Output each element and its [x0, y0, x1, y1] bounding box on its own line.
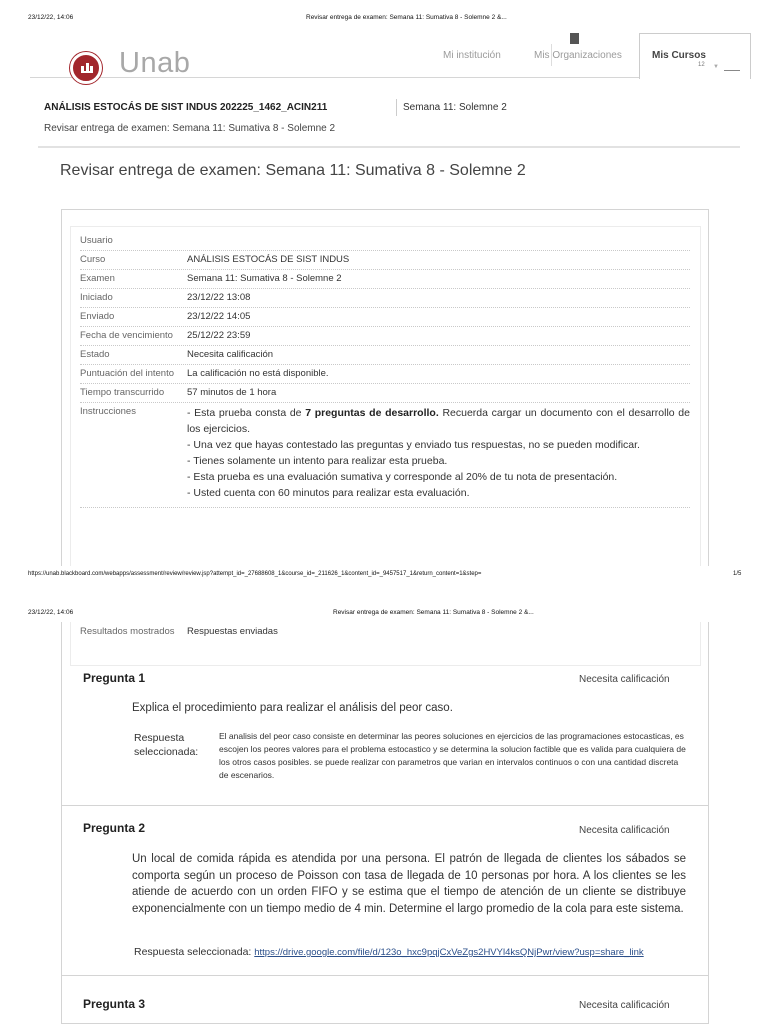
instruction-line: [187, 405, 690, 437]
answer-link[interactable]: https://drive.google.com/file/d/123o_hxc9pqjCxVeZgs2HVYl4ksQNjPwr/view?usp=share_link: [254, 947, 644, 958]
detail-row-examen: [80, 270, 690, 289]
unab-logo-icon[interactable]: [70, 52, 102, 84]
detail-row-curso: [80, 251, 690, 270]
detail-value: 23/12/22 13:08: [187, 292, 251, 303]
detail-value: La calificación no está disponible.: [187, 368, 329, 379]
detail-row-fecha-vencimiento: [80, 327, 690, 346]
print-datetime: 23/12/22, 14:06: [28, 14, 74, 21]
page-title: Revisar entrega de examen: Semana 11: Sumativa 8 - Solemne 2: [60, 162, 526, 179]
nav-mis-cursos[interactable]: Mis Cursos: [652, 50, 706, 61]
breadcrumb: Revisar entrega de examen: Semana 11: Sumativa 8 - Solemne 2: [44, 123, 336, 134]
print-footer-url: https://unab.blackboard.com/webapps/assessment/review/review.jsp?attempt_id=_27688608_1&course_id=_211626_1&content_id=_9457517_1&return_content=1&step=: [28, 571, 482, 577]
detail-label: Usuario: [80, 235, 113, 246]
nav-mi-institucion[interactable]: Mi institución: [443, 50, 501, 61]
detail-label: Enviado: [80, 311, 115, 322]
detail-label: Iniciado: [80, 292, 113, 303]
answer-row: [134, 945, 674, 960]
question-status: Necesita calificación: [579, 1000, 670, 1011]
detail-label: Tiempo transcurrido: [80, 387, 165, 398]
notification-count[interactable]: 12: [698, 62, 705, 68]
menu-underline: [724, 70, 740, 71]
course-page-title[interactable]: Semana 11: Solemne 2: [403, 102, 507, 113]
divider: [38, 146, 740, 148]
instruction-line: - Una vez que hayas contestado las preguntas y enviado tus respuestas, no se pueden modificar.: [187, 439, 640, 451]
instruction-line: - Tienes solamente un intento para realizar esta prueba.: [187, 455, 448, 467]
instruction-text: - Esta prueba consta de: [187, 407, 306, 419]
question-title: Pregunta 3: [83, 997, 146, 1011]
detail-value: ANÁLISIS ESTOCÁS DE SIST INDUS: [187, 254, 350, 265]
detail-label: Instrucciones: [80, 406, 136, 417]
instruction-line: - Esta prueba es una evaluación sumativa y corresponde al 20% de tu nota de presentación.: [187, 471, 618, 483]
question-text: Un local de comida rápida es atendida por una persona. El patrón de llegada de clientes los sábados se comporta según un proceso de Poisson con tasa de llegada de 10 personas por hora. A los clientes se les atiende de acuerdo con un orden FIFO y se estima que el tiempo de atención de un cliente se distribuye exponencialmente con un tiempo medio de 4 min. Determine el largo promedio de la cola para este sistema.: [132, 853, 686, 915]
question-status: Necesita calificación: [579, 674, 670, 685]
details-table: [80, 232, 690, 508]
question-title: Pregunta 2: [83, 821, 146, 835]
answer-text: El analisis del peor caso consiste en determinar las peores soluciones en ejercicios de las programaciones estocasticas, es escojen los peores valores para el problema estocastico y se determina la solucion factible que es valida para cualquiera de los otros casos posibles. se puede realizar con parametros que varian en intervalos continuos o con una cantidad discreta de escenarios.: [219, 731, 686, 780]
print-datetime: 23/12/22, 14:06: [28, 609, 74, 616]
instruction-text: Recuerda cargar un documento con el desarrollo de los ejercicios.: [187, 407, 690, 435]
course-title[interactable]: ANÁLISIS ESTOCÁS DE SIST INDUS 202225_1462_ACIN211: [44, 102, 328, 113]
detail-value: 57 minutos de 1 hora: [187, 387, 277, 398]
question-divider: [62, 805, 708, 806]
instruction-bold: 7 preguntas de desarrollo.: [305, 407, 439, 419]
print-page-number: 1/5: [733, 571, 742, 577]
question-text: Explica el procedimiento para realizar el análisis del peor caso.: [132, 702, 453, 714]
print-doc-title: Revisar entrega de examen: Semana 11: Sumativa 8 - Solemne 2 &...: [306, 14, 507, 21]
detail-row-instrucciones: [80, 403, 690, 508]
detail-value: 23/12/22 14:05: [187, 311, 251, 322]
detail-label: Estado: [80, 349, 110, 360]
detail-value: Necesita calificación: [187, 349, 274, 360]
answer-label: Respuesta seleccionada:: [134, 732, 199, 758]
nav-mis-organizaciones[interactable]: Mis Organizaciones: [534, 50, 622, 61]
answer-label: Respuesta seleccionada:: [134, 946, 252, 958]
logo-text[interactable]: Unab: [119, 47, 191, 79]
detail-label: Resultados mostrados: [80, 626, 175, 637]
detail-row-enviado: [80, 308, 690, 327]
detail-row-iniciado: [80, 289, 690, 308]
detail-value: [187, 234, 690, 248]
detail-label: Curso: [80, 254, 106, 265]
detail-value: Semana 11: Sumativa 8 - Solemne 2: [187, 273, 342, 284]
detail-value: 25/12/22 23:59: [187, 330, 251, 341]
detail-label: Puntuación del intento: [80, 368, 175, 379]
detail-row-usuario: [80, 232, 690, 251]
user-avatar-icon[interactable]: [570, 33, 579, 44]
detail-row-tiempo: [80, 384, 690, 403]
detail-row-resultados: [80, 625, 690, 639]
print-doc-title: Revisar entrega de examen: Semana 11: Sumativa 8 - Solemne 2 &...: [333, 609, 534, 616]
question-divider: [62, 975, 708, 976]
question-title: Pregunta 1: [83, 671, 146, 685]
instructions-text: [187, 405, 690, 501]
instruction-line: - Usted cuenta con 60 minutos para realizar esta evaluación.: [187, 487, 470, 499]
detail-label: Examen: [80, 273, 115, 284]
detail-value: Respuestas enviadas: [187, 626, 278, 637]
detail-label: Fecha de vencimiento: [80, 330, 173, 341]
detail-row-estado: [80, 346, 690, 365]
detail-row-puntuacion: [80, 365, 690, 384]
top-navigation-bar: [30, 30, 740, 78]
course-divider: [396, 99, 397, 116]
chevron-down-icon[interactable]: ▼: [713, 64, 719, 70]
question-status: Necesita calificación: [579, 825, 670, 836]
